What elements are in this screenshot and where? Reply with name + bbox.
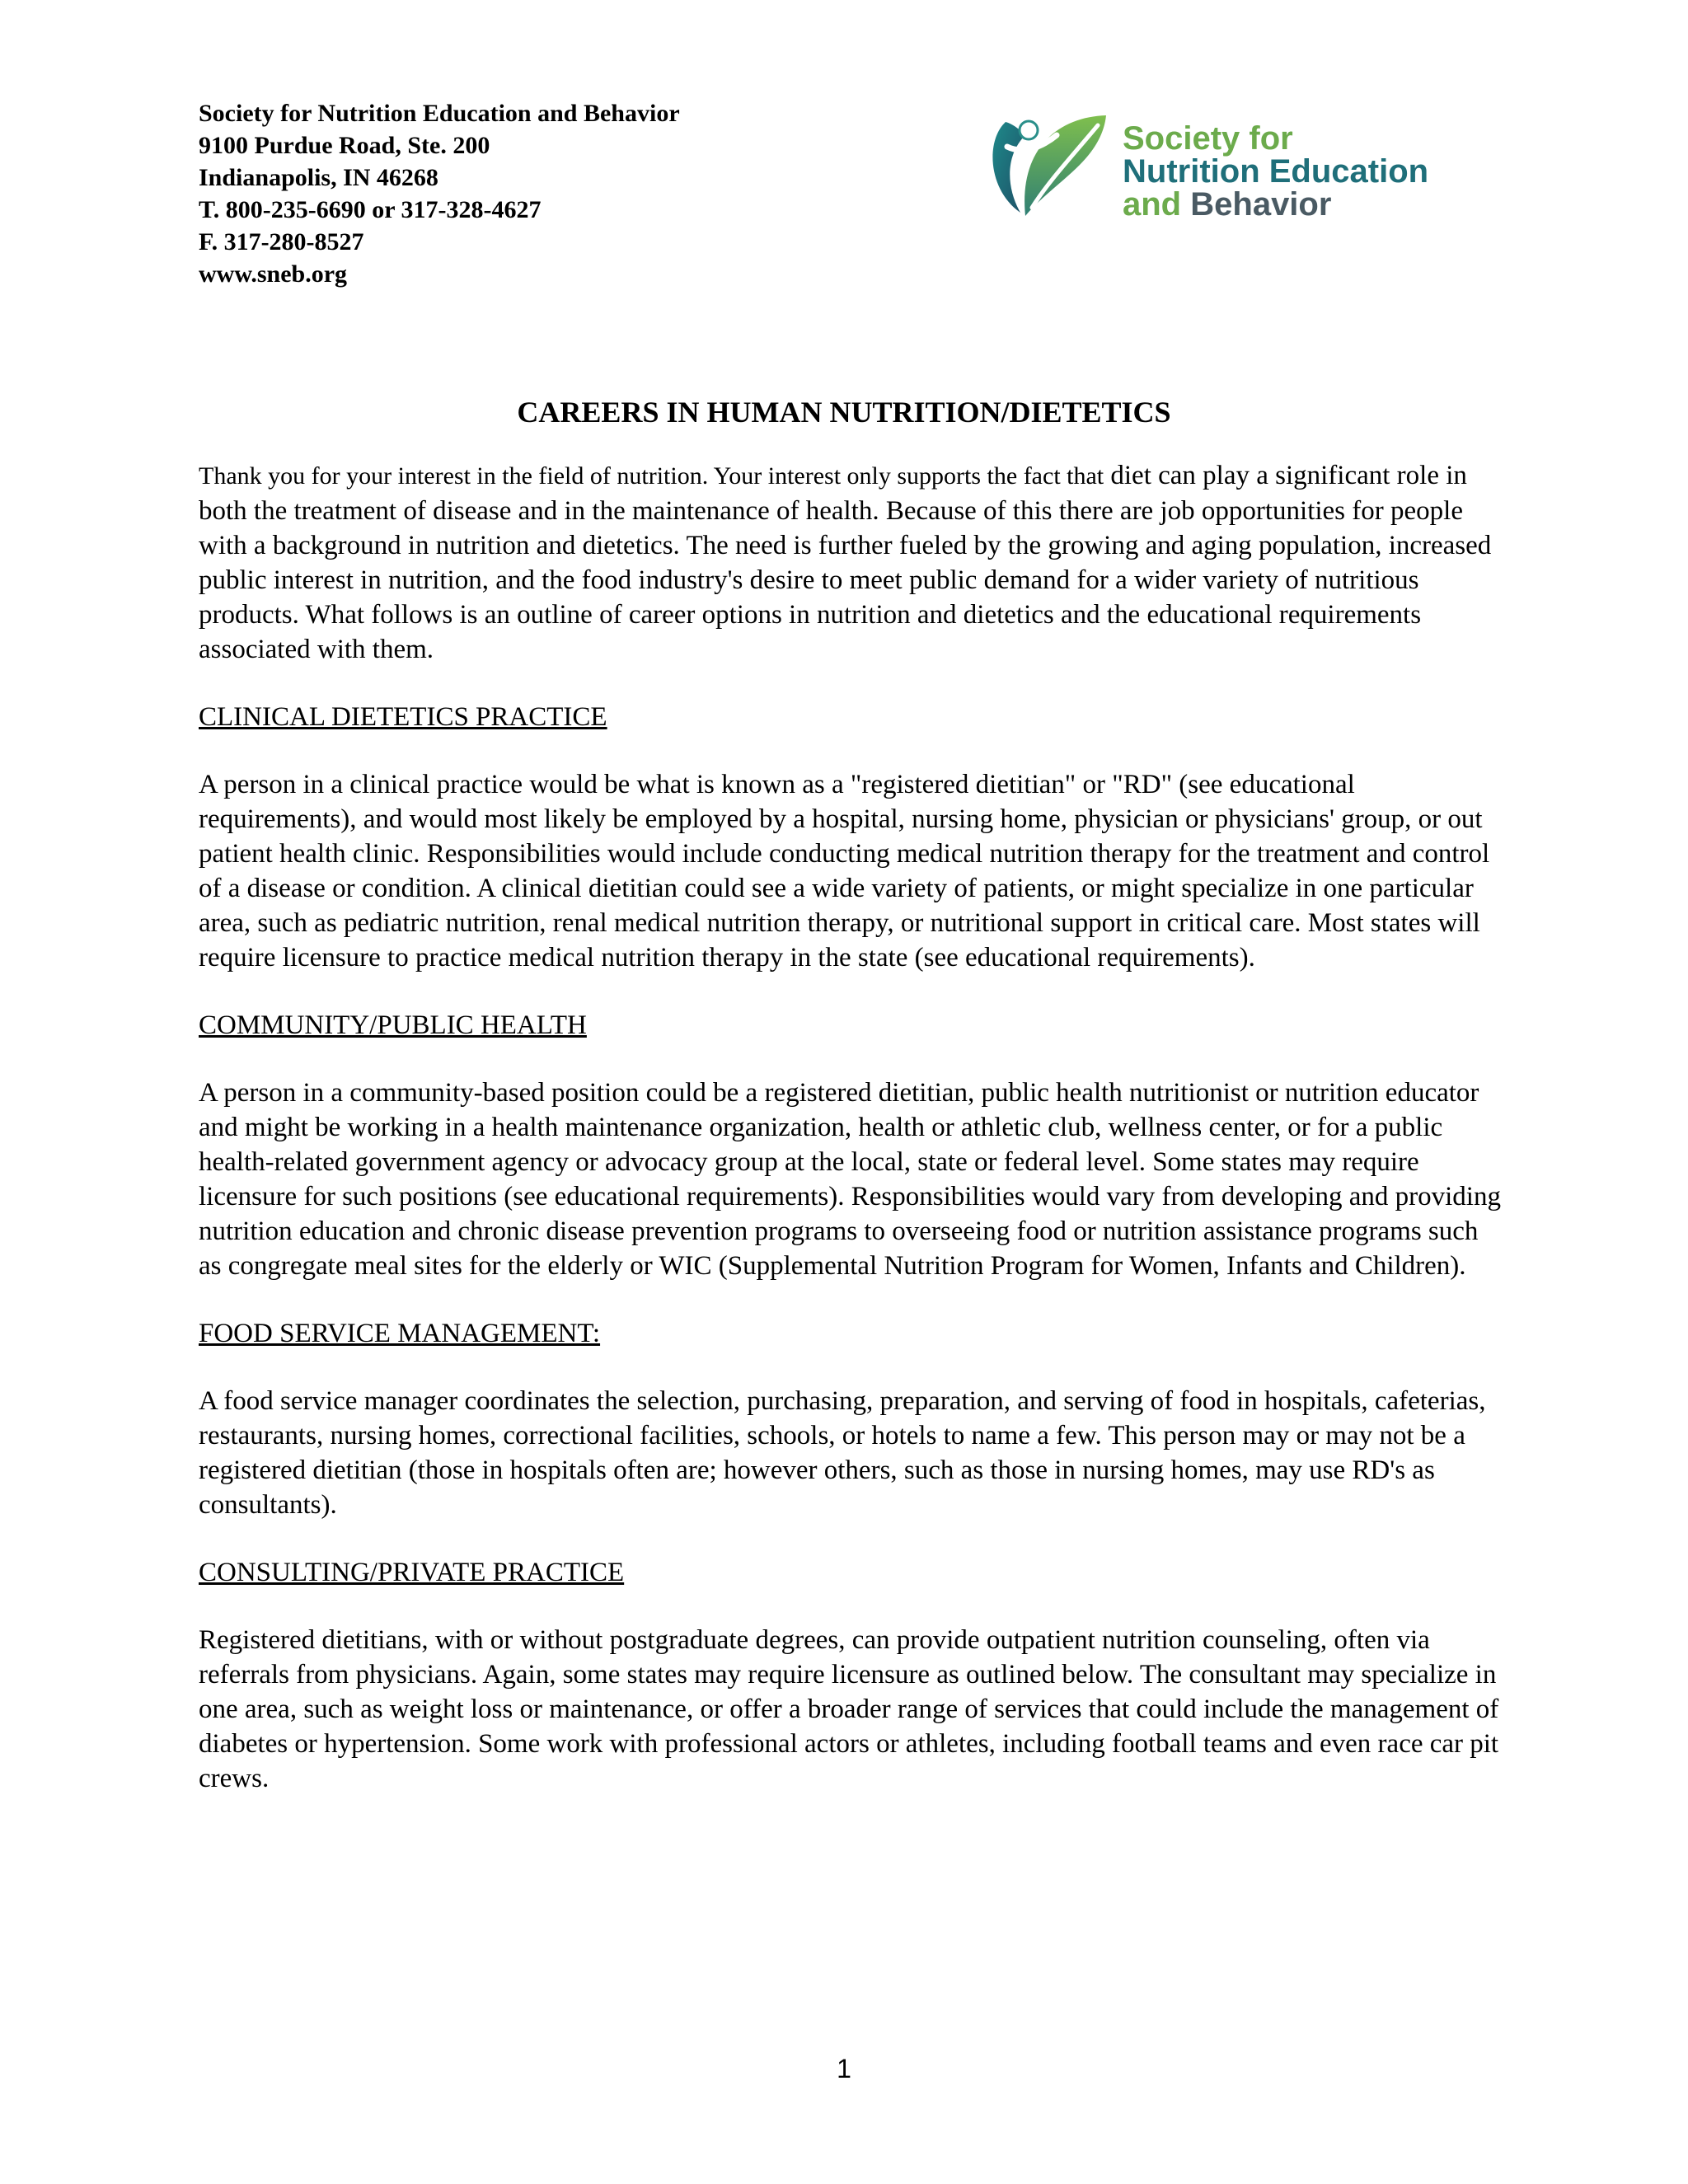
- section-heading-consulting: CONSULTING/PRIVATE PRACTICE: [199, 1558, 625, 1587]
- intro-paragraph: [199, 458, 1501, 667]
- section-heading-clinical: CLINICAL DIETETICS PRACTICE: [199, 702, 607, 732]
- logo-line-3-and: and: [1123, 186, 1182, 223]
- intro-text-small: Thank you for your interest in the field of nutrition. Your interest only supports the fact that: [199, 462, 1104, 490]
- logo-line-2: Nutrition Education: [1123, 153, 1429, 190]
- logo-line-1: Society for: [1123, 120, 1293, 157]
- page-number: 1: [837, 2054, 851, 2083]
- logo-line-3-behavior: Behavior: [1190, 186, 1332, 223]
- city-state-zip: Indianapolis, IN 46268: [199, 164, 438, 191]
- section-heading-food-service: FOOD SERVICE MANAGEMENT:: [199, 1319, 601, 1348]
- street-address: 9100 Purdue Road, Ste. 200: [199, 132, 490, 159]
- phone-numbers: T. 800-235-6690 or 317-328-4627: [199, 196, 542, 223]
- logo-line-3: [1123, 188, 1428, 221]
- section-body-clinical: A person in a clinical practice would be what is known as a "registered dietitian" or "RD" (see educational requirements), and would most likely be employed by a hospital, nursing home, physician or physicians' group, or out patient health clinic. Responsibilities would include conducting medical nutrition therapy for the treatment and control of a disease or condition. A clinical dietitian could see a wide variety of patients, or might specialize in one particular area, such as pediatric nutrition, renal medical nutrition therapy, or nutritional support in critical care. Most states will require licensure to practice medical nutrition therapy in the state (see educational requirements).: [199, 770, 1490, 972]
- fax-number: F. 317-280-8527: [199, 228, 364, 255]
- section-body-community: A person in a community-based position could be a registered dietitian, public health nutritionist or nutrition educator and might be working in a health maintenance organization, health or athletic club, wellness center, or for a public health-related government agency or advocacy group at the local, state or federal level. Some states may require licensure for such positions (see educational requirements). Responsibilities would vary from developing and providing nutrition education and chronic disease prevention programs to overseeing food or nutrition assistance programs such as congregate meal sites for the elderly or WIC (Supplemental Nutrition Program for Women, Infants and Children).: [199, 1078, 1501, 1281]
- intro-text: diet can play a significant role in both the treatment of disease and in the maintenance of health. Because of this there are job opportunities for people with a background in nutrition and dietetics. The need is further fueled by the growing and aging population, increased public interest in nutrition, and the food industry's desire to meet public demand for a wider variety of nutritious products. What follows is an outline of career options in nutrition and dietetics and the educational requirements associated with them.: [199, 461, 1492, 664]
- sneb-logo: [982, 107, 1493, 231]
- organization-address-block: [199, 97, 680, 290]
- document-title: CAREERS IN HUMAN NUTRITION/DIETETICS: [517, 396, 1171, 429]
- website-url: www.sneb.org: [199, 260, 348, 288]
- section-body-consulting: Registered dietitians, with or without postgraduate degrees, can provide outpatient nutrition counseling, often via referrals from physicians. Again, some states may require licensure as outlined below. The consultant may specialize in one area, such as weight loss or maintenance, or offer a broader range of services that could include the management of diabetes or hypertension. Some work with professional actors or athletes, including football teams and even race car pit crews.: [199, 1625, 1499, 1793]
- leaf-person-icon: [982, 107, 1114, 223]
- document-body: [199, 458, 1501, 1829]
- section-heading-community: COMMUNITY/PUBLIC HEALTH: [199, 1010, 587, 1040]
- logo-wordmark: [1123, 122, 1428, 221]
- organization-name: Society for Nutrition Education and Behavior: [199, 100, 680, 127]
- section-body-food-service: A food service manager coordinates the selection, purchasing, preparation, and serving of food in hospitals, cafeterias, restaurants, nursing homes, correctional facilities, schools, or hotels to name a few. This person may or may not be a registered dietitian (those in hospitals often are; however others, such as those in nursing homes, may use RD's as consultants).: [199, 1386, 1486, 1520]
